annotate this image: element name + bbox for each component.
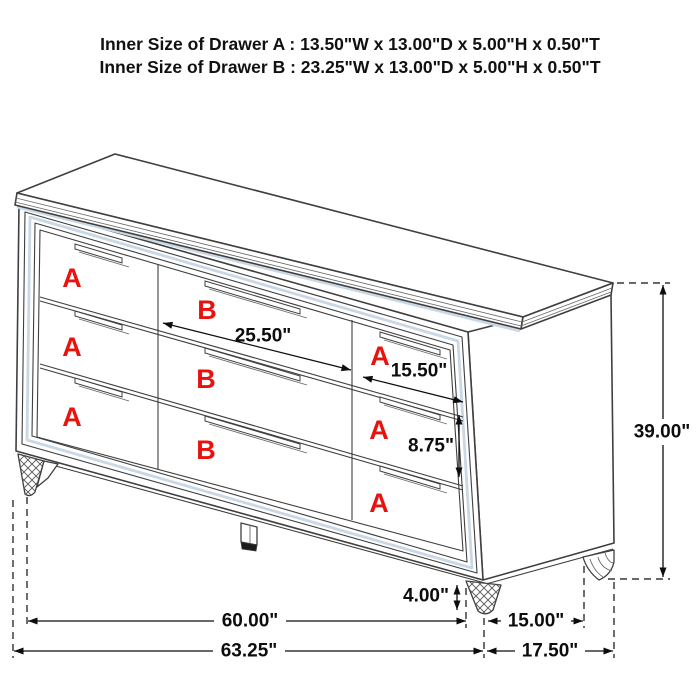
drawer-label-b2: B: [196, 364, 216, 394]
drawer-label-b1: B: [197, 295, 217, 325]
drawer-label-a2: A: [62, 332, 82, 362]
dresser-drawing: [15, 154, 614, 614]
dim-foot-height: [403, 585, 457, 610]
dim-overall-depth: [487, 641, 613, 662]
drawer-b-size-text: Inner Size of Drawer B : 23.25"W x 13.00"D x 5.00"H x 0.50"T: [99, 57, 601, 77]
drawer-a-size-text: Inner Size of Drawer A : 13.50"W x 13.00"D x 5.00"H x 0.50"T: [100, 34, 600, 54]
center-leg: [241, 523, 257, 545]
rear-right-foot: [583, 550, 614, 580]
dim-overall-height-label: 39.00": [633, 421, 691, 443]
drawer-label-b3: B: [196, 435, 216, 465]
drawer-label-a4: A: [370, 341, 390, 371]
drawer-label-a3: A: [62, 402, 82, 432]
dim-overall-width-label: 63.25": [220, 640, 278, 662]
dim-drawer-a-width-label: 15.50": [390, 360, 448, 382]
drawer-size-note: [0, 33, 700, 79]
dim-side-feet-span: [488, 611, 583, 632]
dim-drawer-face-height-label: 8.75": [408, 435, 454, 457]
dim-overall-height: [629, 285, 697, 577]
dim-foot-height-label: 4.00": [403, 585, 449, 607]
drawer-label-a1: A: [62, 263, 82, 293]
dim-drawer-b-width-label: 25.50": [234, 325, 292, 347]
dim-front-width-label: 60.00": [221, 610, 279, 632]
dim-overall-width: [14, 641, 483, 662]
dim-front-width: [28, 610, 466, 632]
front-right-foot-hatch: [466, 581, 501, 614]
drawer-label-a6: A: [369, 488, 389, 518]
side-panel: [468, 295, 614, 580]
dim-side-feet-span-label: 15.00": [507, 610, 565, 632]
dim-overall-depth-label: 17.50": [521, 640, 579, 662]
drawer-label-a5: A: [369, 415, 389, 445]
